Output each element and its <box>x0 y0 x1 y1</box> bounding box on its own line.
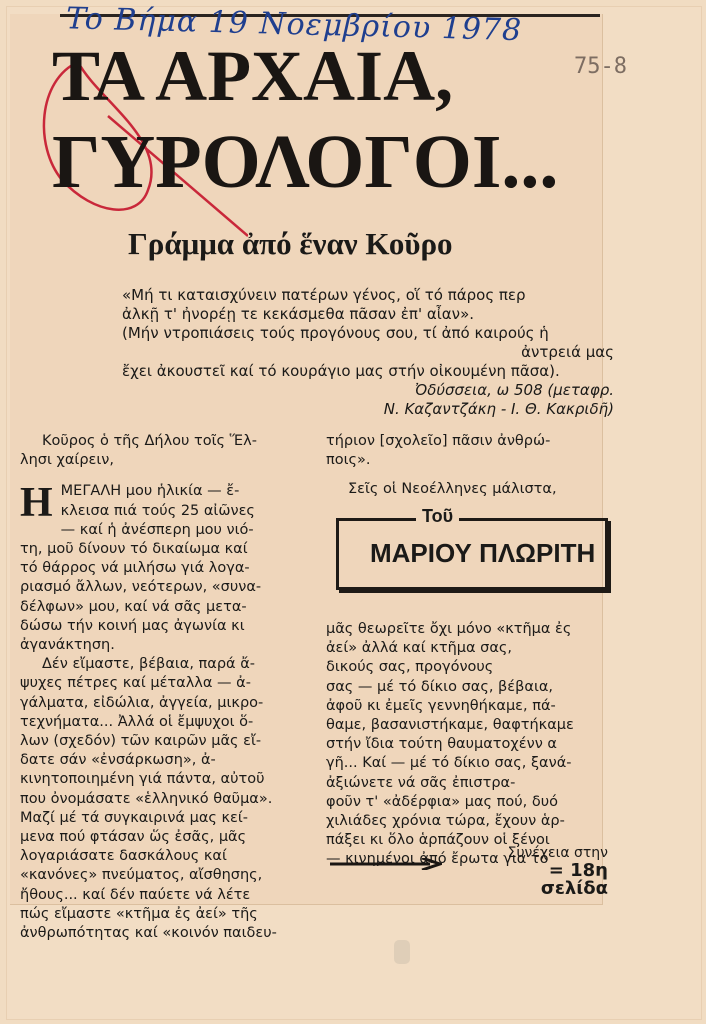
body-line: Δέν εἴμαστε, βέβαια, παρά ἄ- <box>42 656 256 673</box>
body-line: τό θάρρος νά μιλήσω γιά λογα- <box>20 560 250 577</box>
headline-line-1: ΤΑ ΑΡΧΑΙΑ, <box>52 36 454 116</box>
body-line: λων (σχεδόν) τῶν καιρῶν μᾶς εἴ- <box>20 733 262 750</box>
body-line: — καί ἡ ἀνέσπερη μου νιό- <box>60 521 254 538</box>
body-line: ἤθους... καί δέν παύετε νά λέτε <box>20 886 251 903</box>
body-line: ἀξιώνετε νά σᾶς ἐπιστρα- <box>326 774 516 791</box>
body-line: Σεῖς οἱ Νεοέλληνες μάλιστα, <box>348 481 557 498</box>
dropcap: Η <box>20 480 53 527</box>
body-line: μενα πού φτάσαν ὥς ἐσᾶς, μᾶς <box>20 829 247 846</box>
body-line: δέλφων» μου, καί νά σᾶς μετα- <box>20 598 247 615</box>
body-paragraph <box>20 482 306 943</box>
greeting-line: Κοῦρος ὁ τῆς Δήλου τοῖς Ἕλ- <box>42 433 257 449</box>
body-line: χιλιάδες χρόνια τώρα, ἔχουν ἁρ- <box>326 813 565 830</box>
epigraph-line: ἔχει ἀκουστεῖ καί τό κουράγιο μας στήν οἰκουμένη πᾶσα). <box>122 362 560 380</box>
body-line: ἀεί» ἀλλά καί κτῆμα σας, <box>326 640 513 657</box>
continue-label: Συνέχεια στην <box>507 845 608 861</box>
body-line: φοῦν τ' «ἀδέρφια» μας πού, δυό <box>326 793 558 810</box>
byline-label: Τοῦ <box>416 506 459 527</box>
body-line: λογαριάσατε δασκάλους καί <box>20 848 227 865</box>
body-line: ἀφοῦ κι ἐμεῖς γεννηθήκαμε, πά- <box>326 697 556 714</box>
epigraph-line: «Μή τι καταισχύνειν πατέρων γένος, οἵ τό πάρος περ <box>122 286 526 304</box>
body-line: Μαζί μέ τά συγκαιρινά μας κεί- <box>20 809 249 826</box>
body-line: δικούς σας, προγόνους <box>326 659 494 676</box>
body-line: τη, μοῦ δίνουν τό δικαίωμα καί <box>20 541 248 558</box>
body-line: που ὀνομάσατε «ἑλληνικό θαῦμα». <box>20 790 273 807</box>
greeting-line: λησι χαίρειν, <box>20 452 114 469</box>
body-line: στήν ἴδια τούτη θαυματοχένν α <box>326 736 557 753</box>
right-column-bottom <box>326 620 612 870</box>
body-line: γάλματα, εἰδώλια, ἀγγεία, μικρο- <box>20 694 264 711</box>
right-column-top <box>326 432 612 500</box>
body-line: σας — μέ τό δίκιο σας, βέβαια, <box>326 678 554 695</box>
handwritten-date-note: To Βήμα 19 Νοεμβρίου 1978 <box>65 1 523 49</box>
left-column <box>20 432 306 943</box>
epigraph-attribution: Ν. Καζαντζάκη - Ι. Θ. Κακριδῆ) <box>383 400 614 418</box>
body-line: δώσω τήν κοινή μας ἀγωνία κι <box>20 617 245 634</box>
body-line: τεχνήματα... Ἀλλά οἱ ἔμψυχοι ὅ- <box>20 713 254 730</box>
body-line: «κανόνες» πνεύματος, αἴσθησης, <box>20 867 263 884</box>
body-line: κλεισα πιά τούς 25 αἰῶνες <box>60 502 255 519</box>
body-line: ψυχες πέτρες καί μέταλλα — ἀ- <box>20 675 251 692</box>
continue-arrow-icon <box>330 858 442 870</box>
body-line: δατε σάν «ἐνσάρκωση», ἀ- <box>20 752 216 769</box>
epigraph-line: (Μήν ντροπιάσεις τούς προγόνους σου, τί ἀπό καιρούς ἡ <box>122 324 549 342</box>
headline-line-2: ΓΥΡΟΛΟΓΟΙ... <box>52 120 559 204</box>
body-line: ἀγανάκτηση. <box>20 637 115 654</box>
handwritten-code: 75-8 <box>574 54 627 79</box>
continue-page: = 18η σελίδα <box>540 860 608 899</box>
body-line: πώς εἴμαστε «κτῆμα ἐς ἀεί» τῆς <box>20 905 258 922</box>
body-line: κινητοποιημένη γιά πάντα, αὐτοῦ <box>20 771 265 788</box>
body-line: θαμε, βασανιστήκαμε, θαφτήκαμε <box>326 717 574 734</box>
epigraph-attribution: Ὀδύσσεια, ω 508 (μεταφρ. <box>415 381 614 399</box>
subtitle: Γράμμα ἀπό ἕναν Κοῦρο <box>128 226 453 261</box>
paper-stain <box>394 940 410 964</box>
body-line: — κινημένοι ἀπό ἔρωτα για τό <box>326 851 549 868</box>
body-line: ποις». <box>326 452 371 469</box>
epigraph <box>122 286 614 419</box>
byline-author: ΜΑΡΙΟΥ ΠΛΩΡΙΤΗ <box>370 538 596 568</box>
epigraph-line: ἀντρειά μας <box>521 343 614 361</box>
body-line: ΜΕΓΑΛΗ μου ἡλικία — ἔ- <box>60 483 240 500</box>
epigraph-line: ἀλκῇ τ' ἠνορέῃ τε κεκάσμεθα πᾶσαν ἐπ' αἶαν». <box>122 305 475 323</box>
body-line: ἀνθρωπότητας καί «κοινόν παιδευ- <box>20 925 277 942</box>
body-line: τήριον [σχολεῖο] πᾶσιν ἀνθρώ- <box>326 433 551 449</box>
body-line: γῆ... Καί — μέ τό δίκιο σας, ξανά- <box>326 755 572 772</box>
body-line: πάξει κι ὅλο ἁρπάζουν οἱ ξένοι <box>326 832 550 849</box>
continuation-note <box>476 844 608 898</box>
body-line: μᾶς θεωρεῖτε ὄχι μόνο «κτῆμα ἐς <box>326 621 572 637</box>
body-line: ριασμό ἄλλων, νεότερων, «συνα- <box>20 579 262 596</box>
